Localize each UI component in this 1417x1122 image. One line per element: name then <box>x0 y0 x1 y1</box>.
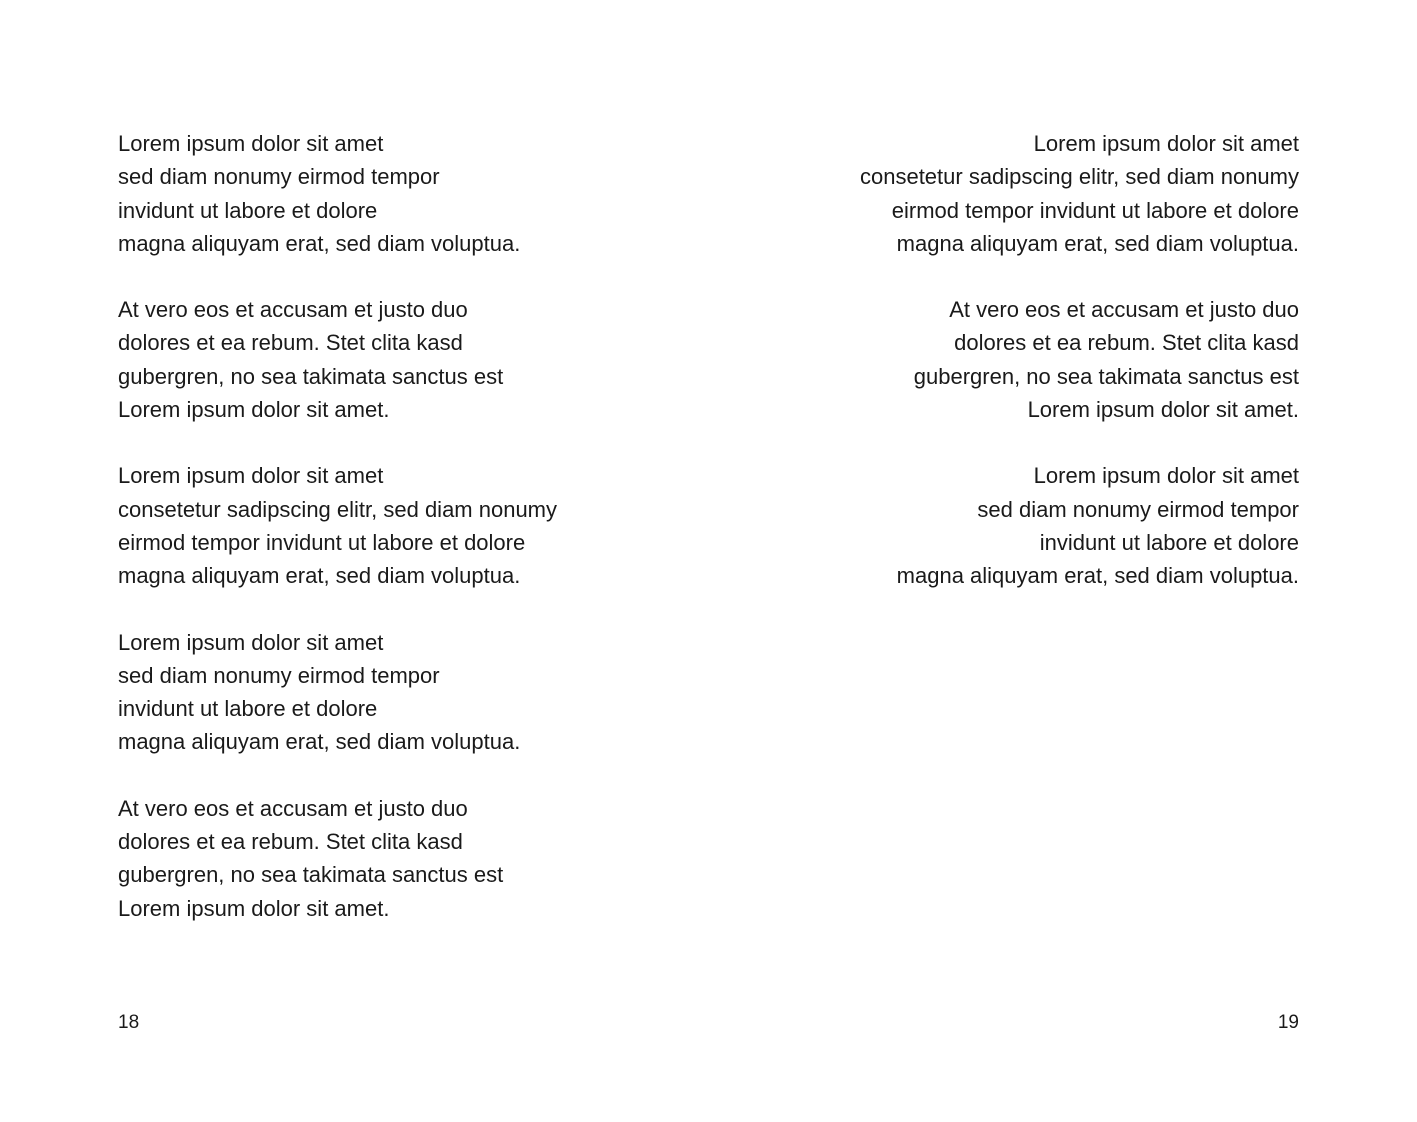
left-page <box>118 0 678 1122</box>
text-line: dolores et ea rebum. Stet clita kasd <box>954 330 1299 356</box>
text-line: Lorem ipsum dolor sit amet. <box>118 895 390 921</box>
text-line: At vero eos et accusam et justo duo <box>118 795 468 821</box>
text-line: Lorem ipsum dolor sit amet <box>118 629 384 655</box>
text-line: consetetur sadipscing elitr, sed diam nonumy <box>118 496 558 522</box>
right-page <box>739 0 1299 1122</box>
text-line: gubergren, no sea takimata sanctus est <box>913 363 1299 389</box>
text-line: dolores et ea rebum. Stet clita kasd <box>118 330 463 356</box>
text-line: invidunt ut labore et dolore <box>1039 529 1299 555</box>
text-line: Lorem ipsum dolor sit amet. <box>1027 397 1299 423</box>
page-number-left: 18 <box>118 1012 140 1033</box>
text-line: magna aliquyam erat, sed diam voluptua. <box>896 563 1299 589</box>
text-line: Lorem ipsum dolor sit amet <box>1033 131 1299 156</box>
stanza <box>118 293 678 426</box>
stanza <box>118 459 678 592</box>
text-line: sed diam nonumy eirmod tempor <box>118 164 440 190</box>
text-line: Lorem ipsum dolor sit amet <box>118 131 384 156</box>
text-line: eirmod tempor invidunt ut labore et dolore <box>891 197 1299 223</box>
text-line: magna aliquyam erat, sed diam voluptua. <box>118 230 521 256</box>
stanza <box>739 127 1299 260</box>
page-number-right: 19 <box>1277 1012 1299 1033</box>
text-line: consetetur sadipscing elitr, sed diam nonumy <box>859 164 1299 190</box>
text-line: At vero eos et accusam et justo duo <box>949 297 1299 323</box>
text-line: sed diam nonumy eirmod tempor <box>977 496 1299 522</box>
text-line: At vero eos et accusam et justo duo <box>118 297 468 323</box>
text-line: Lorem ipsum dolor sit amet <box>118 463 384 489</box>
stanza <box>739 459 1299 592</box>
text-line: invidunt ut labore et dolore <box>118 197 378 223</box>
stanza <box>739 293 1299 426</box>
text-line: magna aliquyam erat, sed diam voluptua. <box>118 563 521 589</box>
text-line: dolores et ea rebum. Stet clita kasd <box>118 829 463 855</box>
right-page-text <box>739 127 1299 626</box>
text-line: gubergren, no sea takimata sanctus est <box>118 363 504 389</box>
text-line: sed diam nonumy eirmod tempor <box>118 662 440 688</box>
text-line: gubergren, no sea takimata sanctus est <box>118 862 504 888</box>
stanza <box>118 792 678 925</box>
text-line: invidunt ut labore et dolore <box>118 696 378 722</box>
stanza <box>118 626 678 759</box>
text-line: Lorem ipsum dolor sit amet. <box>118 397 390 423</box>
text-line: Lorem ipsum dolor sit amet <box>1033 463 1299 489</box>
left-page-text <box>118 127 678 958</box>
text-line: magna aliquyam erat, sed diam voluptua. <box>896 230 1299 256</box>
text-line: magna aliquyam erat, sed diam voluptua. <box>118 729 521 755</box>
stanza <box>118 127 678 260</box>
text-line: eirmod tempor invidunt ut labore et dolore <box>118 529 526 555</box>
